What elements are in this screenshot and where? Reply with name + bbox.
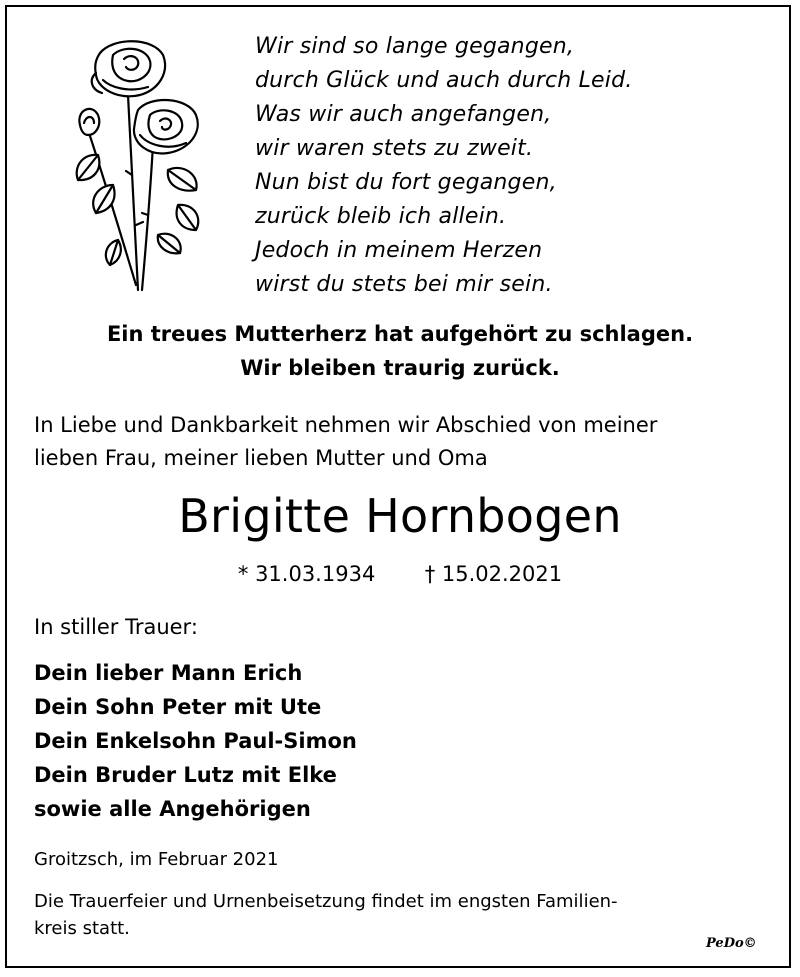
mourners-list [34,656,357,826]
notice-line-1: Die Trauerfeier und Urnenbeisetzung findet im engsten Familien- [34,891,618,912]
birth-date: * 31.03.1934 [237,562,376,586]
poem-line: Jedoch in meinem Herzen [255,238,543,263]
poem-line: durch Glück und auch durch Leid. [255,68,633,93]
place-date: Groitzsch, im Februar 2021 [34,849,279,870]
intro-line-1: In Liebe und Dankbarkeit nehmen wir Abschied von meiner [34,413,658,437]
headline-line-1: Ein treues Mutterherz hat aufgehört zu schlagen. [106,322,694,346]
deceased-name: Brigitte Hornbogen [178,489,622,543]
mourning-label: In stiller Trauer: [34,615,198,639]
mourner: Dein Bruder Lutz mit Elke [34,763,337,787]
poem-line: Wir sind so lange gegangen, [255,34,575,59]
poem-line: zurück bleib ich allein. [255,204,507,229]
mourner: Dein lieber Mann Erich [34,661,303,685]
funeral-notice [34,888,734,942]
poem-line: wir waren stets zu zweit. [255,136,534,161]
poem-line: Nun bist du fort gegangen, [255,170,557,195]
intro-line-2: lieben Frau, meiner lieben Mutter und Oma [34,446,488,470]
poem-line: wirst du stets bei mir sein. [255,272,553,297]
rose-icon [58,35,208,305]
headline-line-2: Wir bleiben traurig zurück. [240,356,560,380]
poem [255,30,632,302]
life-dates [0,562,800,586]
mourner: Dein Sohn Peter mit Ute [34,695,322,719]
mourner: sowie alle Angehörigen [34,797,311,821]
mourner: Dein Enkelsohn Paul-Simon [34,729,357,753]
death-date: † 15.02.2021 [424,562,563,586]
signature-mark: PeDo© [706,936,757,951]
poem-line: Was wir auch angefangen, [255,102,552,127]
notice-line-2: kreis statt. [34,918,130,939]
